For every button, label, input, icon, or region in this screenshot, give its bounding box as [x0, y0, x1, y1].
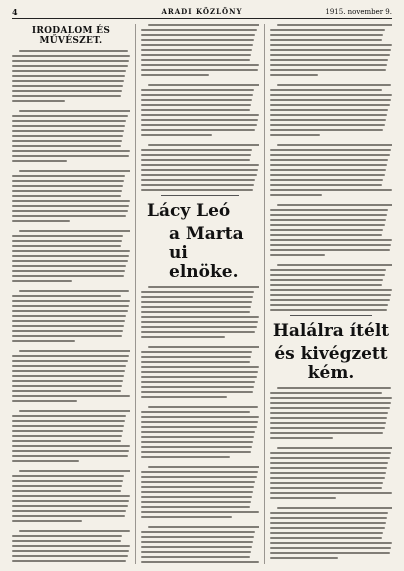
text-line [12, 510, 126, 512]
text-line [141, 351, 252, 353]
text-line [141, 321, 258, 323]
text-line [12, 295, 121, 297]
text-line [12, 240, 122, 242]
text-line [277, 204, 392, 206]
section-heading: IRODALOM ÉS MŰVÉSZET. [31, 26, 111, 46]
text-line [12, 415, 126, 417]
text-line [12, 550, 129, 552]
text-block [141, 24, 259, 191]
text-line [12, 140, 122, 142]
text-line [270, 309, 387, 311]
text-line [141, 59, 250, 61]
text-line [270, 169, 386, 171]
text-line [141, 174, 257, 176]
text-line [148, 406, 258, 408]
text-line [148, 24, 259, 26]
text-line [19, 290, 129, 292]
text-line [141, 49, 252, 51]
text-line [141, 436, 254, 438]
text-line [270, 462, 388, 464]
text-line [12, 340, 75, 342]
text-line [12, 145, 121, 147]
text-line [270, 164, 387, 166]
column-divider [264, 24, 265, 564]
text-line [270, 472, 386, 474]
text-line [141, 159, 250, 161]
text-line [12, 455, 128, 457]
text-line [141, 99, 252, 101]
text-line [141, 154, 251, 156]
text-line [270, 284, 382, 286]
text-line [270, 64, 387, 66]
text-line [270, 279, 383, 281]
text-line [270, 149, 391, 151]
text-line [277, 144, 392, 146]
text-line [148, 84, 259, 86]
text-line [12, 390, 121, 392]
text-line [12, 155, 129, 157]
text-line [270, 532, 383, 534]
text-line [141, 54, 251, 56]
page-header [12, 6, 392, 18]
text-line [141, 411, 250, 413]
text-line [141, 89, 254, 91]
column-middle [141, 24, 259, 564]
text-line [270, 392, 382, 394]
text-line [270, 289, 392, 291]
text-line [141, 179, 255, 181]
text-line [141, 386, 254, 388]
text-line [12, 180, 124, 182]
text-line [270, 214, 387, 216]
text-line [141, 189, 253, 191]
text-line [19, 170, 130, 172]
text-line [12, 125, 125, 127]
column-divider [135, 24, 136, 564]
text-line [12, 305, 129, 307]
text-line [270, 54, 390, 56]
text-line [270, 99, 391, 101]
text-line [270, 244, 391, 246]
text-line [270, 29, 385, 31]
text-line [141, 134, 212, 136]
text-line [12, 270, 125, 272]
text-line [141, 496, 252, 498]
headline-line: Halálra ítélt [272, 321, 390, 341]
text-line [12, 190, 122, 192]
text-line [141, 491, 253, 493]
text-line [12, 195, 121, 197]
text-line [270, 552, 390, 554]
text-line [277, 84, 390, 86]
text-line [12, 120, 126, 122]
text-line [12, 440, 121, 442]
text-line [141, 376, 257, 378]
text-line [12, 535, 122, 537]
text-line [270, 94, 392, 96]
text-line [12, 330, 123, 332]
text-line [12, 210, 128, 212]
text-line [270, 407, 390, 409]
text-line [270, 114, 387, 116]
text-line [141, 391, 253, 393]
text-line [270, 487, 382, 489]
text-line [12, 445, 130, 447]
header-rule [12, 18, 392, 19]
text-line [270, 119, 386, 121]
text-line [141, 421, 258, 423]
text-line [141, 426, 257, 428]
text-line [141, 441, 253, 443]
text-line [141, 164, 259, 166]
text-line [141, 74, 209, 76]
text-line [141, 541, 253, 543]
text-line [12, 505, 128, 507]
text-line [12, 175, 125, 177]
text-line [141, 481, 255, 483]
text-line [141, 104, 251, 106]
text-line [141, 129, 255, 131]
text-line [19, 410, 130, 412]
text-line [12, 185, 123, 187]
text-line [270, 184, 382, 186]
text-line [141, 486, 254, 488]
text-line [141, 184, 254, 186]
text-line [148, 144, 259, 146]
text-line [270, 467, 387, 469]
text-line [12, 260, 128, 262]
text-line [12, 495, 130, 497]
page-number: 4 [12, 7, 18, 17]
text-line [270, 254, 325, 256]
text-line [12, 280, 72, 282]
text-line [12, 250, 130, 252]
text-line [270, 209, 388, 211]
text-line [12, 265, 126, 267]
text-line [270, 89, 382, 91]
text-line [141, 536, 254, 538]
text-line [141, 381, 255, 383]
text-line [12, 450, 129, 452]
text-line [141, 291, 254, 293]
text-line [12, 360, 128, 362]
text-line [12, 430, 123, 432]
text-line [270, 39, 382, 41]
text-line [12, 235, 123, 237]
text-line [270, 234, 382, 236]
text-line [141, 361, 250, 363]
text-line [12, 85, 123, 87]
text-line [12, 200, 130, 202]
text-line [141, 39, 254, 41]
text-line [270, 422, 386, 424]
text-line [270, 34, 383, 36]
text-line [141, 119, 258, 121]
text-line [12, 150, 130, 152]
text-line [12, 275, 124, 277]
text-line [148, 346, 259, 348]
text-line [148, 526, 259, 528]
headline-line: Lácy Leó [147, 201, 231, 221]
text-line [270, 492, 392, 494]
text-line [12, 370, 125, 372]
text-line [270, 189, 392, 191]
text-line [12, 400, 77, 402]
text-line [12, 325, 124, 327]
text-line [270, 109, 388, 111]
text-line [12, 375, 124, 377]
text-block [270, 24, 392, 311]
text-line [141, 561, 259, 563]
text-line [141, 516, 232, 518]
text-line [270, 457, 390, 459]
text-line [270, 44, 392, 46]
text-line [270, 249, 390, 251]
text-line [12, 320, 125, 322]
text-line [12, 220, 70, 222]
text-line [141, 471, 258, 473]
text-line [12, 420, 125, 422]
text-line [141, 556, 250, 558]
text-line [12, 485, 122, 487]
headline-line: a Marta ui elnöke. [169, 224, 244, 282]
text-line [141, 431, 255, 433]
text-line [270, 74, 318, 76]
text-line [141, 551, 251, 553]
text-line [270, 547, 391, 549]
text-line [12, 70, 126, 72]
text-line [141, 476, 257, 478]
text-line [141, 416, 259, 418]
text-line [12, 90, 122, 92]
text-line [277, 264, 392, 266]
text-line [12, 55, 130, 57]
text-line [141, 511, 259, 513]
text-line [141, 109, 250, 111]
text-line [12, 115, 128, 117]
text-line [19, 230, 130, 232]
text-line [270, 134, 320, 136]
text-line [12, 560, 126, 562]
text-line [141, 366, 259, 368]
text-line [270, 174, 385, 176]
text-line [270, 437, 333, 439]
text-line [141, 69, 258, 71]
text-line [141, 296, 253, 298]
text-line [148, 286, 259, 288]
text-line [270, 482, 383, 484]
text-line [141, 29, 257, 31]
text-line [141, 34, 255, 36]
text-line [12, 460, 79, 462]
text-line [141, 456, 230, 458]
text-line [270, 452, 391, 454]
text-line [12, 80, 124, 82]
text-line [141, 371, 258, 373]
text-line [270, 49, 391, 51]
text-line [141, 94, 253, 96]
text-line [141, 451, 251, 453]
text-line [277, 387, 390, 389]
text-line [12, 205, 129, 207]
text-line [270, 397, 392, 399]
text-line [148, 466, 259, 468]
text-line [270, 522, 386, 524]
text-line [12, 355, 129, 357]
text-line [141, 546, 252, 548]
text-line [19, 110, 130, 112]
text-block [270, 387, 392, 564]
text-line [141, 44, 253, 46]
text-line [12, 435, 122, 437]
text-line [12, 255, 129, 257]
text-line [141, 326, 257, 328]
text-line [12, 130, 124, 132]
text-line [270, 527, 385, 529]
text-line [12, 60, 129, 62]
text-line [141, 506, 250, 508]
text-line [270, 154, 390, 156]
text-line [141, 64, 259, 66]
text-line [12, 365, 126, 367]
text-line [12, 490, 121, 492]
text-line [141, 124, 257, 126]
text-line [270, 517, 387, 519]
text-line [270, 124, 385, 126]
text-line [141, 301, 252, 303]
text-line [141, 501, 251, 503]
text-line [12, 95, 121, 97]
text-line [270, 59, 388, 61]
text-line [270, 412, 388, 414]
text-line [270, 179, 383, 181]
text-line [12, 335, 122, 337]
text-line [12, 555, 128, 557]
text-block [12, 50, 130, 564]
text-line [270, 194, 322, 196]
article-separator [161, 195, 239, 196]
text-line [141, 169, 258, 171]
text-line [141, 396, 227, 398]
text-line [270, 304, 388, 306]
text-line [19, 530, 130, 532]
text-line [141, 114, 259, 116]
text-line [12, 245, 121, 247]
text-line [277, 507, 392, 509]
text-line [12, 160, 67, 162]
text-line [12, 425, 124, 427]
text-line [141, 336, 225, 338]
text-line [270, 417, 387, 419]
article-separator [290, 315, 372, 316]
column-left [12, 24, 130, 564]
text-line [12, 310, 128, 312]
text-line [270, 432, 383, 434]
text-line [270, 219, 386, 221]
text-line [12, 520, 82, 522]
text-line [270, 477, 385, 479]
text-block [141, 286, 259, 564]
paragraph-gap [270, 562, 392, 564]
text-line [12, 480, 123, 482]
text-line [270, 512, 388, 514]
text-line [12, 545, 130, 547]
text-line [141, 446, 252, 448]
text-line [12, 475, 124, 477]
text-line [277, 24, 392, 26]
text-line [12, 65, 128, 67]
text-line [270, 427, 385, 429]
text-line [12, 75, 125, 77]
text-line [270, 159, 388, 161]
text-line [12, 380, 123, 382]
text-line [270, 557, 338, 559]
text-line [270, 239, 392, 241]
text-line [270, 224, 385, 226]
text-line [12, 500, 129, 502]
issue-date: 1915. november 9. [325, 8, 392, 16]
text-line [270, 294, 391, 296]
text-line [12, 215, 126, 217]
text-line [141, 316, 259, 318]
text-line [12, 135, 123, 137]
text-line [270, 229, 383, 231]
text-line [141, 531, 255, 533]
text-line [12, 540, 121, 542]
text-line [270, 129, 383, 131]
headline-line: és kivégzett kém. [274, 344, 388, 383]
text-line [141, 306, 251, 308]
text-line [19, 50, 128, 52]
text-line [270, 542, 392, 544]
text-line [277, 447, 392, 449]
text-line [141, 311, 250, 313]
text-line [19, 350, 130, 352]
text-line [12, 385, 122, 387]
text-line [141, 331, 255, 333]
text-line [19, 470, 130, 472]
text-line [270, 69, 386, 71]
text-line [270, 299, 390, 301]
text-line [270, 274, 385, 276]
text-line [270, 104, 390, 106]
text-line [270, 497, 336, 499]
text-line [12, 315, 126, 317]
newspaper-title: ARADI KÖZLÖNY [161, 7, 243, 16]
text-line [12, 515, 125, 517]
text-line [12, 395, 130, 397]
text-line [270, 402, 391, 404]
text-line [270, 537, 382, 539]
text-line [141, 149, 252, 151]
text-line [12, 300, 130, 302]
text-line [12, 100, 65, 102]
text-line [141, 356, 251, 358]
column-right [270, 24, 392, 564]
text-line [270, 269, 386, 271]
